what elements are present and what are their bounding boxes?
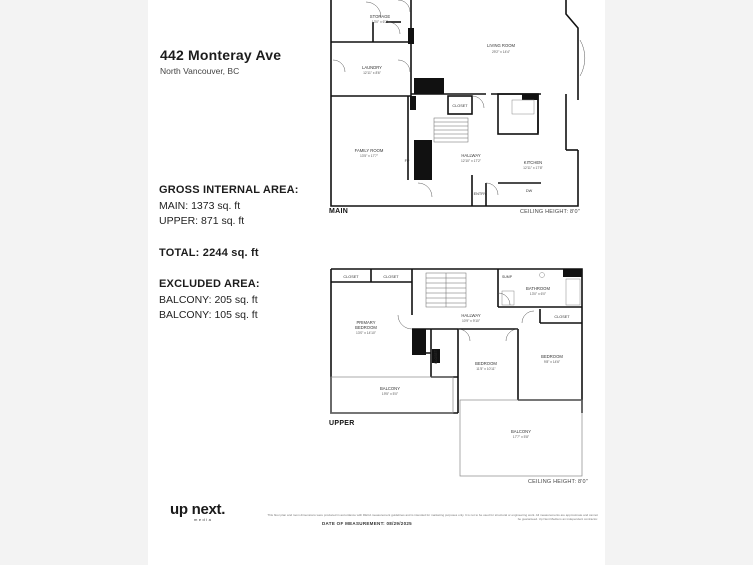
large-balcony-dim: 17'7" x 5'8"	[512, 435, 530, 439]
main-hallway-dim: 12'10" x 17'2"	[461, 159, 481, 163]
brand-logo-sub: media	[194, 517, 213, 522]
fireplace-label: FP	[404, 159, 410, 163]
disclaimer-text: This floor plan and room dimensions were produced in accordance with RECA measurement guidelines and is intended for marketing purposes only. It is not to be used for structural or engineering work. All measurements are approximate and cannot be guaranteed. Up Next Media is an independent contractor.	[267, 513, 598, 521]
living-room-dim: 29'2" x 14'4"	[491, 50, 511, 54]
main-floor-plan	[326, 0, 586, 210]
storage-label: STORAGE	[369, 14, 391, 19]
dw-label: DW	[525, 189, 533, 193]
primary-bedroom-label-2: BEDROOM	[355, 325, 377, 330]
upper-area: UPPER: 871 sq. ft	[159, 215, 245, 227]
main-hallway-label: HALLWAY	[461, 153, 481, 158]
living-room-label: LIVING ROOM	[487, 43, 515, 48]
property-address: 442 Monteray Ave	[160, 47, 282, 63]
main-floor-label: MAIN	[329, 208, 349, 215]
property-city: North Vancouver, BC	[160, 66, 240, 76]
brand-logo: up next.	[170, 501, 226, 518]
total-area: TOTAL: 2244 sq. ft	[159, 247, 259, 259]
upper-closet-c: CLOSET	[434, 349, 438, 365]
storage-dim: 13'0" x 6'2"	[371, 20, 389, 24]
upper-hallway-dim: 10'9" x 9'10"	[461, 319, 481, 323]
upper-ceiling-height: CEILING HEIGHT: 8'0"	[528, 479, 588, 485]
upper-floor-plan	[326, 265, 588, 485]
large-balcony-label: BALCONY	[510, 429, 532, 434]
kitchen-dim: 12'11" x 17'8"	[523, 166, 543, 170]
upper-floor-label: UPPER	[329, 420, 355, 427]
main-closet-label: CLOSET	[452, 104, 468, 108]
primary-bedroom-label: PRIMARY	[356, 320, 376, 325]
upper-closet-b: CLOSET	[383, 275, 399, 279]
bedroom-1-label: BEDROOM	[475, 361, 497, 366]
bathroom-dim: 13'0" x 6'0"	[529, 292, 547, 296]
balcony-area-2: BALCONY: 105 sq. ft	[159, 309, 258, 321]
entry-label: ENTRY	[473, 192, 487, 196]
kitchen-label: KITCHEN	[523, 160, 543, 165]
sump-label: SUMP	[501, 275, 513, 279]
laundry-label: LAUNDRY	[362, 65, 382, 70]
family-room-label: FAMILY ROOM	[354, 148, 384, 153]
date-of-measurement: DATE OF MEASUREMENT: 08/29/2025	[322, 521, 412, 526]
laundry-dim: 12'11" x 8'6"	[363, 71, 381, 75]
family-room-dim: 13'5" x 17'7"	[359, 154, 379, 158]
bedroom-2-label: BEDROOM	[541, 354, 563, 359]
small-balcony-dim: 19'5" x 5'0"	[381, 392, 399, 396]
excluded-area-heading: EXCLUDED AREA:	[159, 278, 260, 290]
gross-area-heading: GROSS INTERNAL AREA:	[159, 184, 299, 196]
main-ceiling-height: CEILING HEIGHT: 8'0"	[520, 209, 580, 215]
upper-closet-d: CLOSET	[554, 315, 570, 319]
balcony-area-1: BALCONY: 205 sq. ft	[159, 294, 258, 306]
upper-closet-a: CLOSET	[343, 275, 359, 279]
small-balcony-label: BALCONY	[379, 386, 401, 391]
bedroom-2-dim: 9'8" x 14'6"	[543, 360, 561, 364]
main-area: MAIN: 1373 sq. ft	[159, 200, 241, 212]
main-outer-wall	[331, 0, 578, 206]
bedroom-1-dim: 11'5" x 10'11"	[476, 367, 496, 371]
bathroom-label: BATHROOM	[526, 286, 550, 291]
primary-bedroom-dim: 13'0" x 14'10"	[356, 331, 376, 335]
upper-hallway-label: HALLWAY	[461, 313, 481, 318]
